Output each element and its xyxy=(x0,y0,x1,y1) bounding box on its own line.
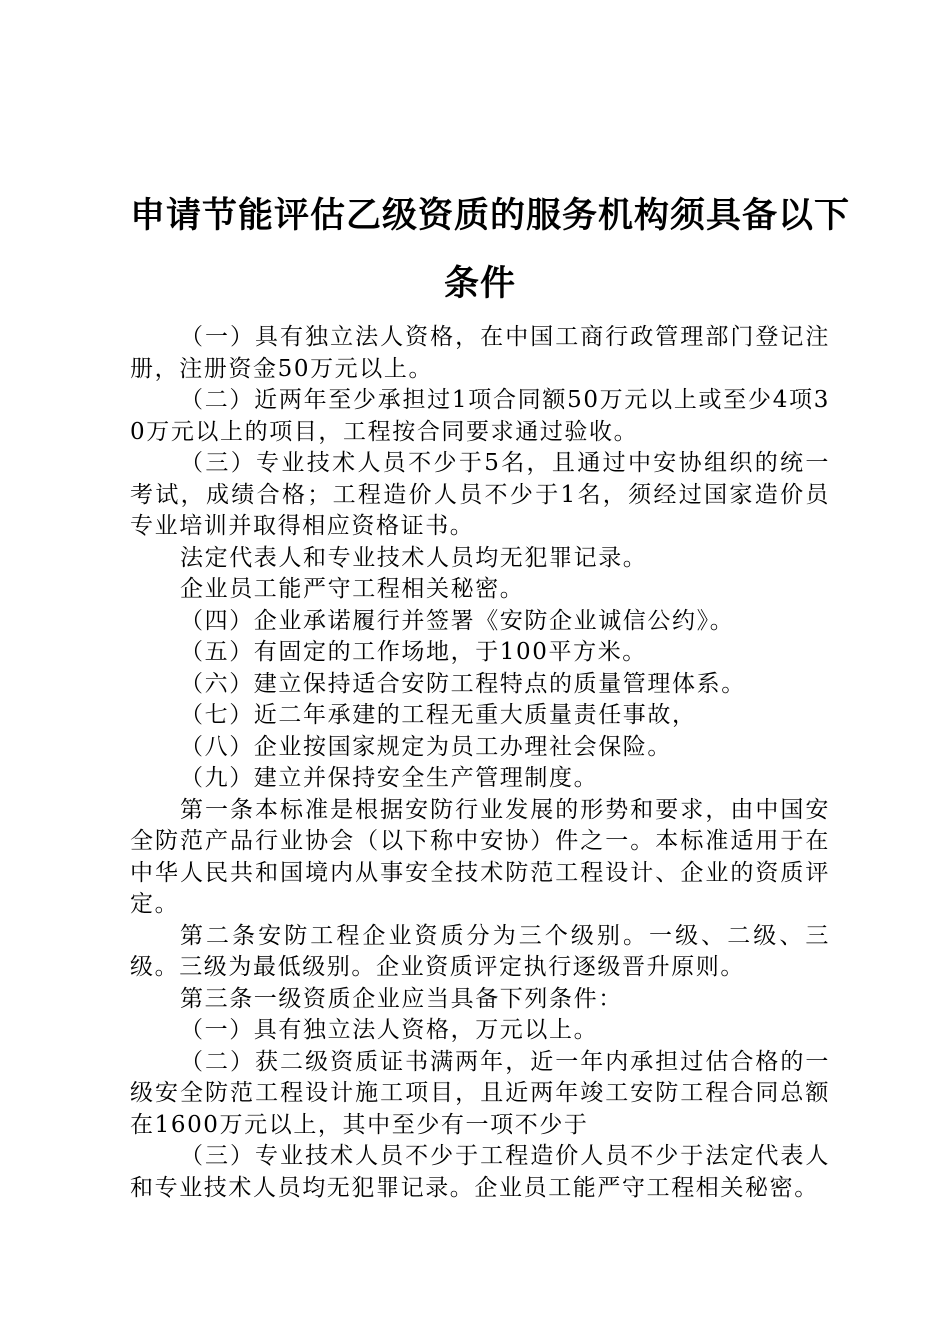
paragraph: 第二条安防工程企业资质分为三个级别。一级、二级、三级。三级为最低级别。企业资质评定执行逐级晋升原则。 xyxy=(130,922,830,980)
title-line-1: 申请节能评估乙级资质的服务机构须具备以下 xyxy=(130,196,851,236)
paragraph: （二）近两年至少承担过1项合同额50万元以上或至少4项30万元以上的项目，工程按合同要求通过验收。 xyxy=(130,387,830,445)
paragraph: 企业员工能严守工程相关秘密。 xyxy=(180,576,525,602)
title-line-2: 条件 xyxy=(443,264,516,304)
paragraph: （一）具有独立法人资格，在中国工商行政管理部门登记注册，注册资金50万元以上。 xyxy=(130,324,830,382)
paragraph: （八）企业按国家规定为员工办理社会保险。 xyxy=(180,733,672,760)
paragraph: （一）具有独立法人资格，万元以上。 xyxy=(180,1017,599,1043)
paragraph: （六）建立保持适合安防工程特点的质量管理体系。 xyxy=(180,670,746,697)
paragraph: （五）有固定的工作场地，于100平方米。 xyxy=(180,639,647,665)
document-body xyxy=(130,322,830,1204)
paragraph: （三）专业技术人员不少于工程造价人员不少于法定代表人和专业技术人员均无犯罪记录。企业员工能严守工程相关秘密。 xyxy=(130,1143,830,1201)
document-title xyxy=(130,182,851,318)
paragraph: 法定代表人和专业技术人员均无犯罪记录。 xyxy=(180,544,648,571)
paragraph: （九）建立并保持安全生产管理制度。 xyxy=(180,765,599,791)
paragraph: 第三条一级资质企业应当具备下列条件： xyxy=(180,985,623,1012)
paragraph: （三）专业技术人员不少于5名，且通过中安协组织的统一考试，成绩合格；工程造价人员不少于1名，须经过国家造价员专业培训并取得相应资格证书。 xyxy=(130,450,830,539)
paragraph: （七）近二年承建的工程无重大质量责任事故， xyxy=(180,702,697,728)
paragraph: （二）获二级资质证书满两年，近一年内承担过估合格的一级安全防范工程设计施工项目，且近两年竣工安防工程合同总额在1600万元以上，其中至少有一项不少于 xyxy=(130,1048,830,1138)
paragraph: （四）企业承诺履行并签署《安防企业诚信公约》。 xyxy=(180,607,735,634)
paragraph: 第一条本标准是根据安防行业发展的形势和要求，由中国安全防范产品行业协会（以下称中安协）件之一。本标准适用于在中华人民共和国境内从事安全技术防范工程设计、企业的资质评定。 xyxy=(130,796,830,917)
